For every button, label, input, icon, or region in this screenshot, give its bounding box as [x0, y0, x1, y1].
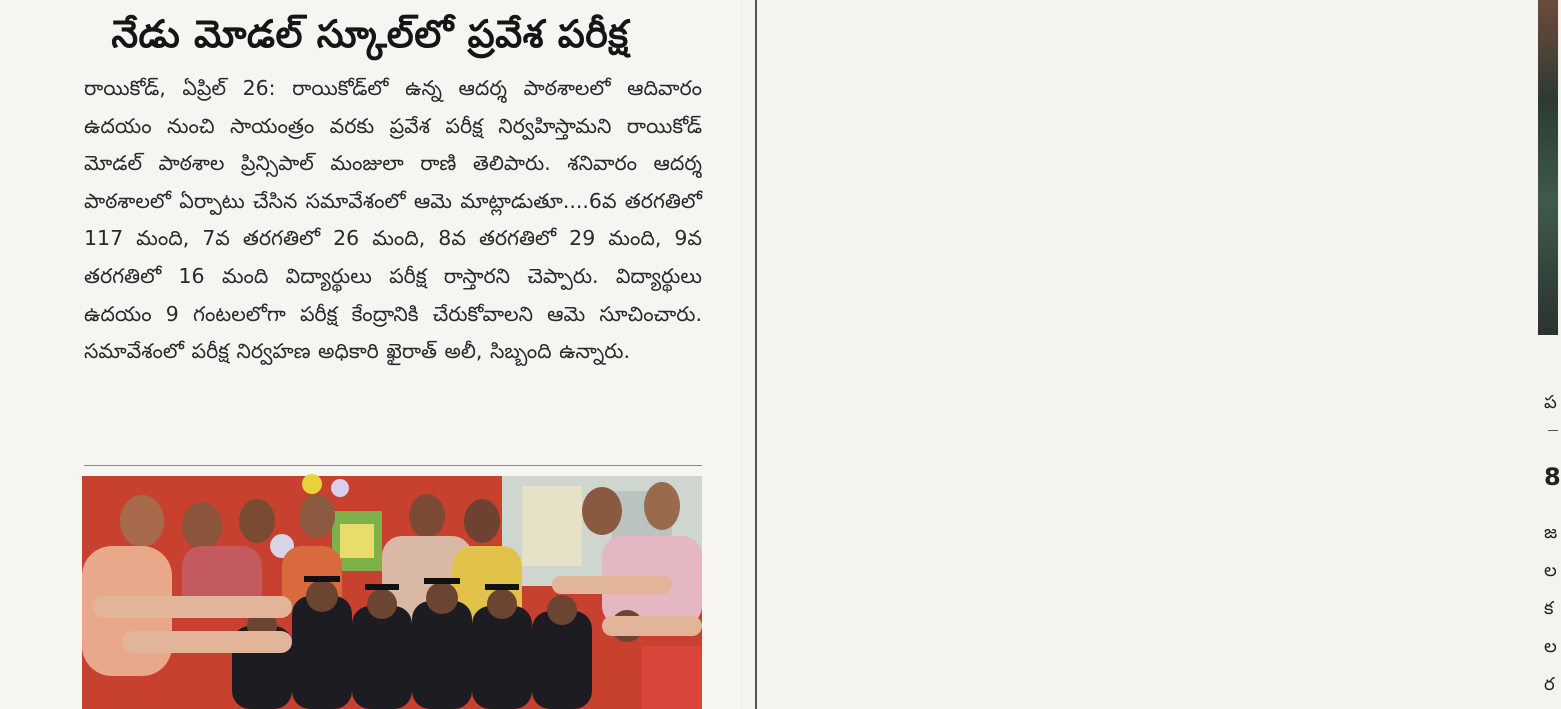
adjacent-text-fragment: ల [1544, 636, 1557, 657]
adjacent-text-fragment: క [1544, 598, 1554, 619]
photo-divider [84, 465, 702, 466]
column-divider [755, 0, 757, 709]
adjacent-text-fragment: ల [1544, 560, 1557, 581]
article-body: రాయికోడ్, ఏప్రిల్ 26: రాయికోడ్‌లో ఉన్న ఆదర్శ పాఠశాలలో ఆదివారం ఉదయం నుంచి సాయంత్రం వరకు ప్రవేశ పరీక్ష నిర్వహిస్తామని రాయికోడ్ మోడల్ పాఠశాల ప్రిన్సిపాల్ మంజులా రాణి తెలిపారు. శనివారం ఆదర్శ పాఠశాలలో ఏర్పాటు చేసిన సమావేశంలో ఆమె మాట్లాడుతూ....6వ తరగతిలో 117 మంది, 7వ తరగతిలో 26 మంది, 8వ తరగతిలో 29 మంది, 9వ తరగతిలో 16 మంది విద్యార్థులు పరీక్ష రాస్తారని చెప్పారు. విద్యార్థులు ఉదయం 9 గంటలలోగా పరీక్ష కేంద్రానికి చేరుకోవాలని ఆమె సూచించారు. సమావేశంలో పరీక్ష నిర్వహణ అధికారి ఖైరాత్ అలీ, సిబ్బంది ఉన్నారు. [84, 76, 702, 364]
adjacent-text-fragment: ప [1544, 392, 1557, 413]
adjacent-rule [1548, 430, 1558, 431]
adjacent-text-fragment: ర [1544, 674, 1555, 695]
adjacent-column [758, 0, 1561, 709]
adjacent-photo [1538, 0, 1558, 335]
article-photo [82, 476, 702, 709]
newspaper-clipping [0, 0, 740, 709]
article-headline: నేడు మోడల్ స్కూల్‌లో ప్రవేశ పరీక్ష [111, 12, 629, 56]
adjacent-text-fragment: జ [1544, 522, 1558, 543]
adjacent-heading-fragment: 8 [1544, 463, 1561, 491]
photo-illustration [82, 476, 702, 709]
